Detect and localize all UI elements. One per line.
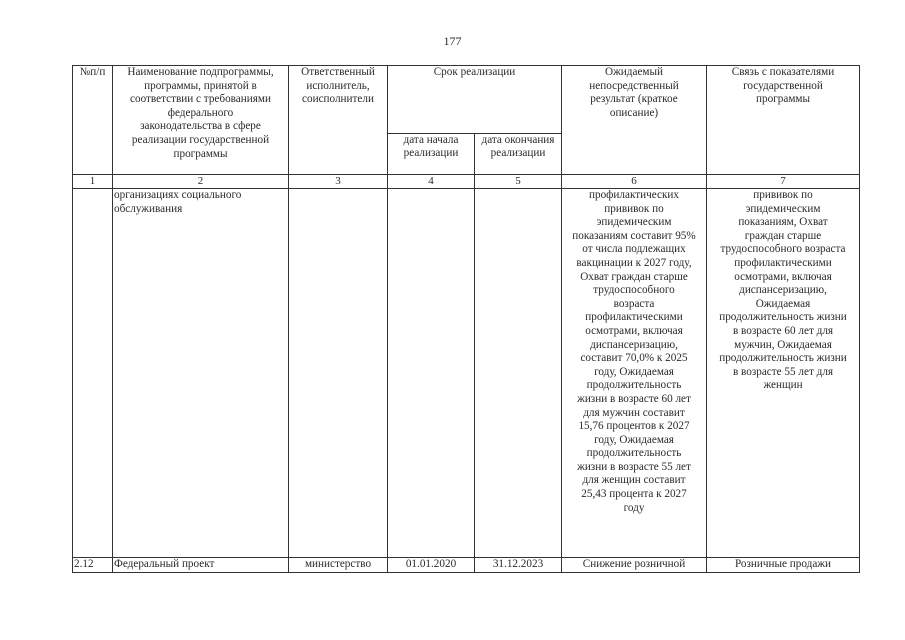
column-number-row [73,175,860,189]
row-end [475,189,562,558]
column-number: 3 [289,175,388,189]
row-result: профилактических прививок по эпидемическим показаниям составит 95% от числа подлежащих вакцинации к 2027 году, Охват граждан старше трудоспособного возраста профилактическими осмотрами, включая диспансеризацию, составит 70,0% к 2025 году, Ожидаемая продолжительность жизни в возрасте 60 лет для мужчин составит 15,76 процентов к 2027 году, Ожидаемая продолжительность жизни в возрасте 55 лет для женщин составит 25,43 процента к 2027 году [562,189,707,558]
row-link: прививок по эпидемическим показаниям, Охват граждан старше трудоспособного возраста профилактическими осмотрами, включая диспансеризацию, Ожидаемая продолжительность жизни в возрасте 60 лет для мужчин, Ожидаемая продолжительность жизни в возрасте 55 лет для женщин [707,189,860,558]
column-number: 6 [562,175,707,189]
header-period: Срок реализации [388,66,562,134]
row-start: 01.01.2020 [388,558,475,573]
header-link: Связь с показателями государственной программы [707,66,860,175]
page-number: 177 [443,34,462,48]
row-num [73,189,113,558]
header-row [73,66,860,134]
column-number: 4 [388,175,475,189]
header-start: дата начала реализации [388,133,475,174]
row-result: Снижение розничной [562,558,707,573]
header-end: дата окончания реализации [475,133,562,174]
row-end: 31.12.2023 [475,558,562,573]
column-number: 7 [707,175,860,189]
row-executor [289,189,388,558]
column-number: 5 [475,175,562,189]
row-num: 2.12 [73,558,113,573]
header-result: Ожидаемый непосредственный результат (краткое описание) [562,66,707,175]
table-row [73,189,860,558]
row-link: Розничные продажи [707,558,860,573]
header-num: №п/п [73,66,113,175]
row-name: Федеральный проект [113,558,289,573]
row-name: организациях социального обслуживания [113,189,289,558]
header-executor: Ответственный исполнитель, соисполнители [289,66,388,175]
column-number: 2 [113,175,289,189]
header-name: Наименование подпрограммы, программы, принятой в соответствии с требованиями федерального законодательства в сфере реализации государственной программы [113,66,289,175]
row-executor: министерство [289,558,388,573]
row-start [388,189,475,558]
column-number: 1 [73,175,113,189]
program-table [72,65,860,573]
table-row [73,558,860,573]
